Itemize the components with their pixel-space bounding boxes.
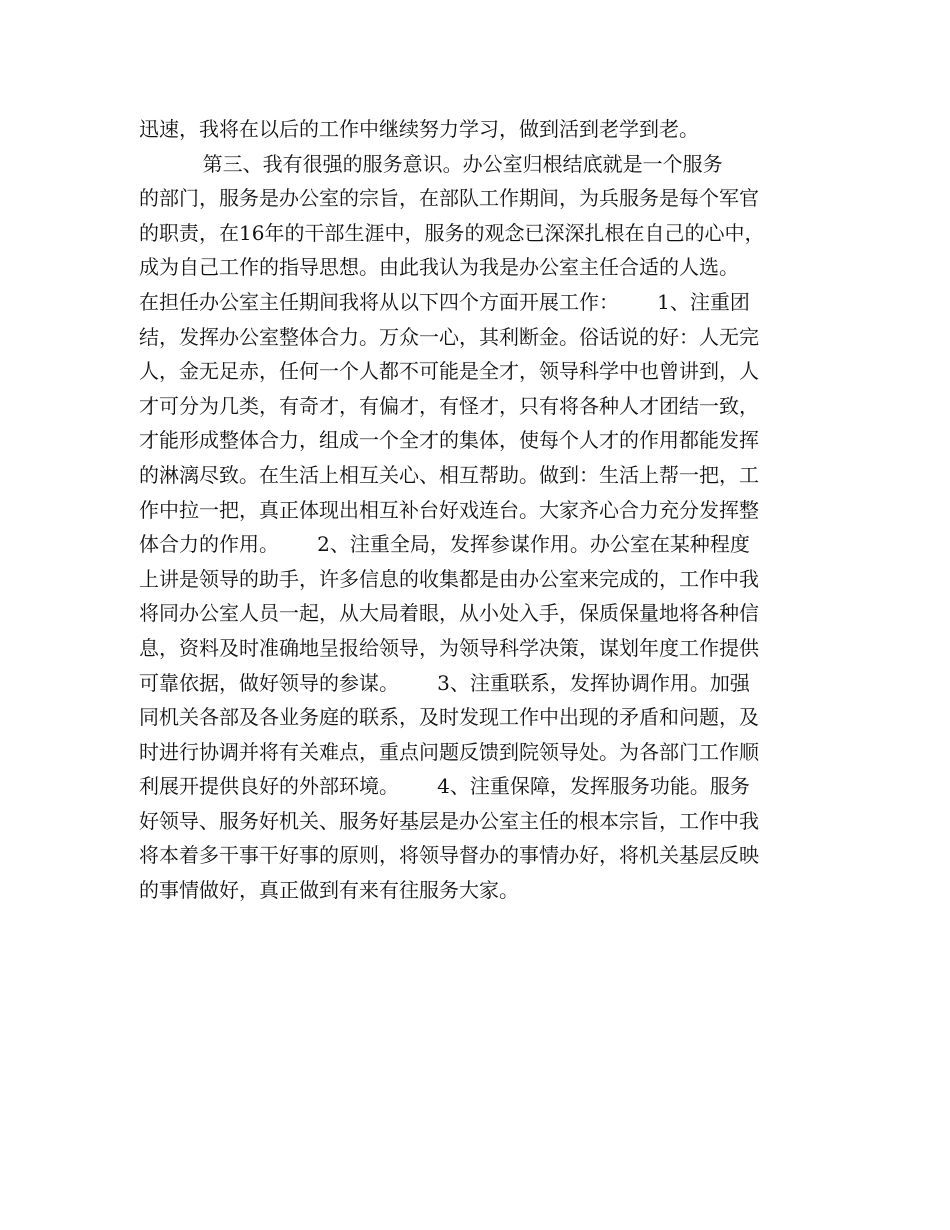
body-text [139,112,829,908]
text-line: 同机关各部及各业务庭的联系，及时发现工作中出现的矛盾和问题，及 [139,705,759,730]
text-line: 可靠依据，做好领导的参谋。 3、注重联系，发挥协调作用。加强 [139,670,750,695]
text-line: 好领导、服务好机关、服务好基层是办公室主任的根本宗旨，工作中我 [139,808,759,833]
text-line: 作中拉一把，真正体现出相互补台好戏连台。大家齐心合力充分发挥整 [139,497,759,522]
text-line: 息，资料及时准确地呈报给领导，为领导科学决策，谋划年度工作提供 [139,635,759,660]
text-line: 迅速，我将在以后的工作中继续努力学习，做到活到老学到老。 [139,117,699,141]
text-line: 将本着多干事干好事的原则，将领导督办的事情办好，将机关基层反映 [139,843,759,868]
text-line: 第三、我有很强的服务意识。办公室归根结底就是一个服务 [139,151,723,176]
text-line: 的淋漓尽致。在生活上相互关心、相互帮助。做到：生活上帮一把，工 [139,462,759,487]
text-line: 在担任办公室主任期间我将从以下四个方面开展工作： 1、注重团 [139,289,750,314]
text-line: 才可分为几类，有奇才，有偏才，有怪才，只有将各种人才团结一致， [139,393,759,418]
text-line: 结，发挥办公室整体合力。万众一心，其利断金。俗话说的好：人无完 [139,324,759,349]
text-line: 时进行协调并将有关难点，重点问题反馈到院领导处。为各部门工作顺 [139,739,759,764]
text-line: 的职责，在16年的干部生涯中，服务的观念已深深扎根在自己的心中， [139,220,765,245]
text-line: 上讲是领导的助手，许多信息的收集都是由办公室来完成的，工作中我 [139,566,759,591]
text-line: 才能形成整体合力，组成一个全才的集体，使每个人才的作用都能发挥 [139,428,759,453]
text-line: 将同办公室人员一起，从大局着眼，从小处入手，保质保量地将各种信 [139,601,759,626]
text-line: 人，金无足赤，任何一个人都不可能是全才，领导科学中也曾讲到，人 [139,359,759,384]
text-line: 利展开提供良好的外部环境。 4、注重保障，发挥服务功能。服务 [139,774,750,799]
text-line: 的事情做好，真正做到有来有往服务大家。 [139,878,519,903]
text-line: 体合力的作用。 2、注重全局，发挥参谋作用。办公室在某种程度 [139,532,750,557]
text-line: 的部门，服务是办公室的宗旨，在部队工作期间，为兵服务是每个军官 [139,186,759,211]
text-line: 成为自己工作的指导思想。由此我认为我是办公室主任合适的人选。 [139,255,739,280]
